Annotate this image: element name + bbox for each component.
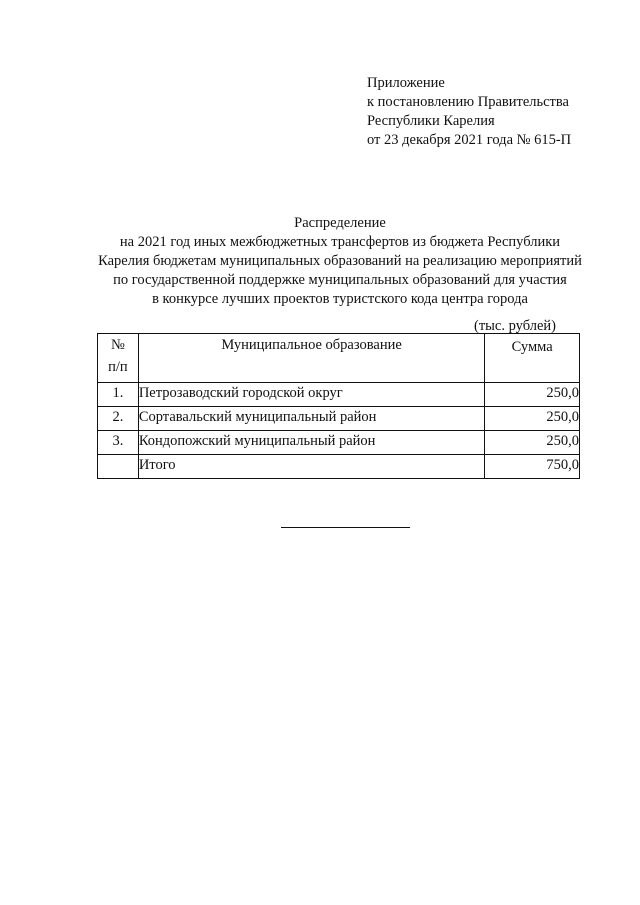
title-line: по государственной поддержке муниципальных образований для участия: [113, 272, 567, 288]
header-number: [98, 334, 139, 383]
title-line: в конкурсе лучших проектов туристского кода центра города: [152, 291, 528, 307]
appendix-line: Приложение: [367, 75, 445, 91]
document-title: [60, 214, 620, 309]
total-number: [98, 455, 139, 479]
table-total-row: [98, 455, 580, 479]
appendix-block: [367, 74, 571, 150]
row-sum: 250,0: [485, 431, 580, 455]
table-header-row: [98, 334, 580, 383]
table-row: [98, 431, 580, 455]
title-line: на 2021 год иных межбюджетных трансфертов из бюджета Республики: [119, 234, 561, 250]
closing-rule: [281, 527, 410, 528]
row-municipality: Петрозаводский городской округ: [138, 383, 484, 407]
row-municipality: Кондопожский муниципальный район: [138, 431, 484, 455]
row-number: 3.: [98, 431, 139, 455]
table-row: [98, 383, 580, 407]
appendix-line: Республики Карелия: [367, 113, 495, 129]
header-municipality: Муниципальное образование: [138, 334, 484, 383]
row-sum: 250,0: [485, 407, 580, 431]
header-sum: Сумма: [485, 334, 580, 383]
header-number-line2: п/п: [108, 359, 128, 375]
appendix-line: от 23 декабря 2021 года № 615-П: [367, 132, 572, 148]
total-label: Итого: [138, 455, 484, 479]
row-municipality: Сортавальский муниципальный район: [138, 407, 484, 431]
row-number: 1.: [98, 383, 139, 407]
header-number-line1: №: [110, 337, 125, 353]
distribution-table: [97, 333, 580, 479]
title-line: Распределение: [294, 215, 386, 231]
title-line: Карелия бюджетам муниципальных образований на реализацию мероприятий: [98, 253, 582, 269]
total-sum: 750,0: [485, 455, 580, 479]
appendix-line: к постановлению Правительства: [367, 94, 569, 110]
row-sum: 250,0: [485, 383, 580, 407]
row-number: 2.: [98, 407, 139, 431]
table-row: [98, 407, 580, 431]
units-label: (тыс. рублей): [474, 318, 556, 334]
